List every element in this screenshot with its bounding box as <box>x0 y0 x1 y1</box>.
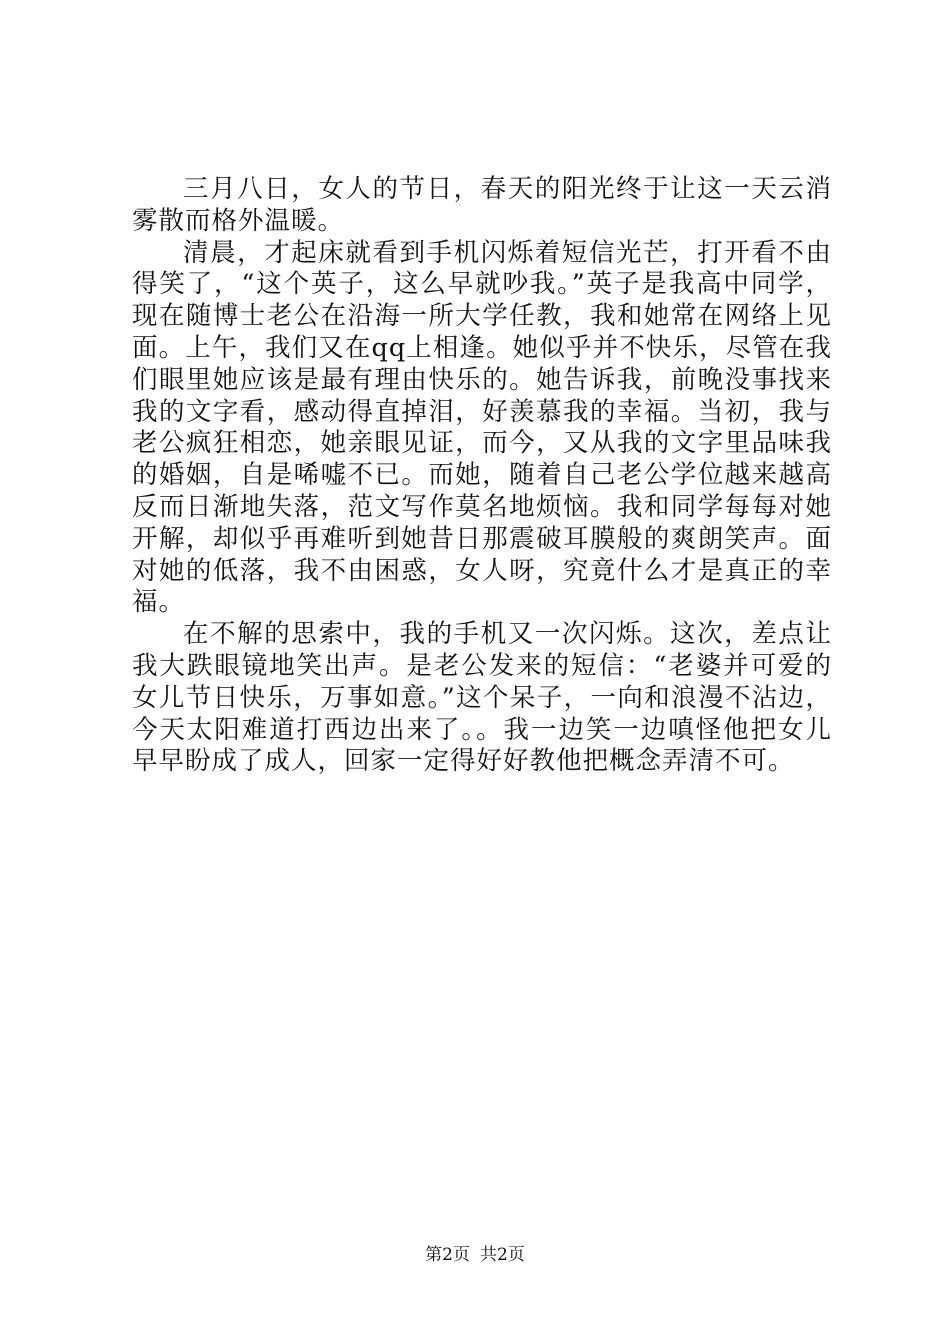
paragraph-1: 三月八日，女人的节日，春天的阳光终于让这一天云消雾散而格外温暖。 <box>132 174 832 236</box>
paragraph-2: 清晨，才起床就看到手机闪烁着短信光芒，打开看不由得笑了，“这个英子，这么早就吵我。”英子是我高中同学，现在随博士老公在沿海一所大学任教，我和她常在网络上见面。上午，我们又在qq上相逢。她似乎并不快乐，尽管在我们眼里她应该是最有理由快乐的。她告诉我，前晚没事找来我的文字看，感动得直掉泪，好羡慕我的幸福。当初，我与老公疯狂相恋，她亲眼见证，而今，又从我的文字里品味我的婚姻，自是唏嘘不已。而她，随着自己老公学位越来越高反而日渐地失落，范文写作莫名地烦恼。我和同学每每对她开解，却似乎再难听到她昔日那震破耳膜般的爽朗笑声。面对她的低落，我不由困惑，女人呀，究竟什么才是真正的幸福。 <box>132 237 832 618</box>
page-number-total: 共2页 <box>480 1245 525 1265</box>
document-body <box>132 174 832 778</box>
paragraph-3: 在不解的思索中，我的手机又一次闪烁。这次，差点让我大跌眼镜地笑出声。是老公发来的短信：“老婆并可爱的女儿节日快乐，万事如意。”这个呆子，一向和浪漫不沾边，今天太阳难道打西边出来了。。我一边笑一边嗔怪他把女儿早早盼成了成人，回家一定得好好教他把概念弄清不可。 <box>132 619 832 777</box>
page-number-current: 第2页 <box>425 1245 470 1265</box>
page-footer <box>0 1244 950 1266</box>
